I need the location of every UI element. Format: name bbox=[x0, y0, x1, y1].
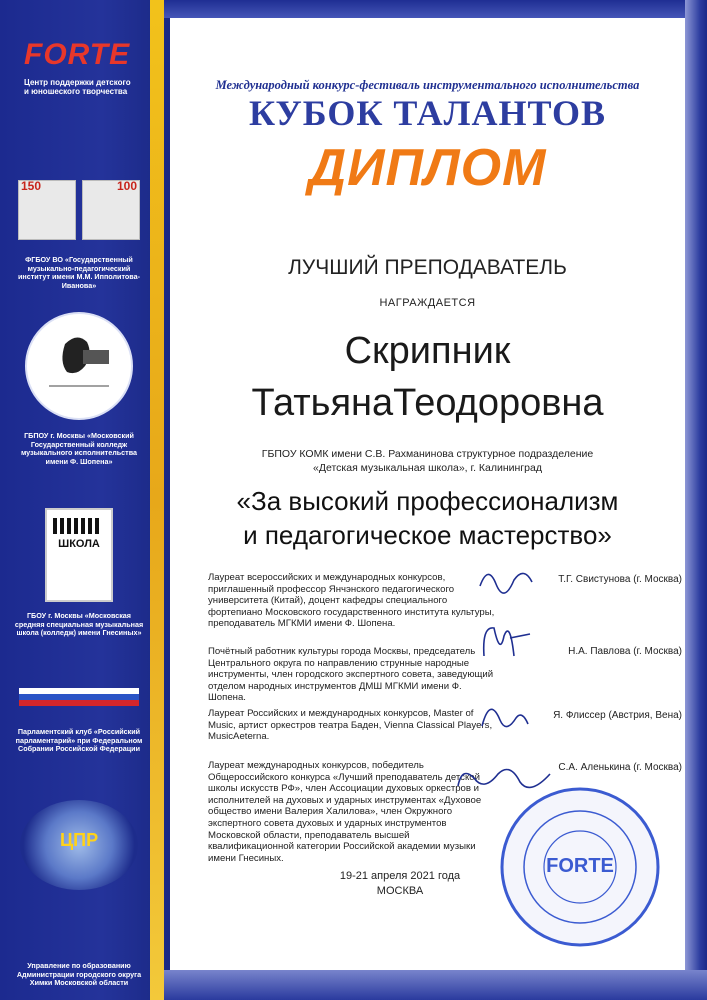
nomination-line-2: и педагогическое мастерство» bbox=[243, 520, 612, 550]
awarded-label: НАГРАЖДАЕТСЯ bbox=[379, 297, 476, 309]
diploma-heading: ДИПЛОМ bbox=[308, 139, 547, 197]
frame-top bbox=[164, 0, 707, 18]
frame-bottom bbox=[164, 970, 707, 1000]
jury-description: Лауреат Российских и международных конкурсов, Master of Music, артист оркестров театра Баден, Vienna Classical Players, MusicAeterna. bbox=[208, 708, 493, 743]
signature-icon bbox=[470, 616, 540, 666]
duma-caption: Парламентский клуб «Российский парламентарий» при Федеральном Собрании Российской Федерации bbox=[15, 727, 143, 754]
forte-caption: Центр поддержки детского и юношеского творчества bbox=[24, 78, 131, 96]
frame-right bbox=[685, 0, 707, 1000]
jury-name: С.А. Аленькина (г. Москва) bbox=[558, 762, 682, 773]
college-caption: ГБПОУ г. Москвы «Московский Государственный колледж музыкального исполнительства имени Ф. Шопена» bbox=[20, 431, 138, 466]
school-logo-word: ШКОЛА bbox=[58, 538, 100, 550]
jury-name: Н.А. Павлова (г. Москва) bbox=[568, 646, 682, 657]
recipient-first-names: ТатьянаТеодоровна bbox=[251, 382, 604, 424]
stamp-center-text: FORTE bbox=[546, 855, 614, 877]
gnesin-school-emblem bbox=[45, 508, 113, 602]
institution-line-1: ГБПОУ КОМК имени С.В. Рахманинова структурное подразделение bbox=[261, 448, 594, 460]
signature-icon bbox=[470, 690, 540, 740]
duma-logo bbox=[12, 688, 146, 754]
cpr-emblem-image bbox=[20, 800, 138, 890]
forte-stamp-icon bbox=[495, 782, 665, 952]
jury-name: Т.Г. Свистунова (г. Москва) bbox=[558, 574, 682, 585]
jury-name: Я. Флиссер (Австрия, Вена) bbox=[553, 710, 682, 721]
chopin-emblem-image bbox=[25, 312, 133, 420]
award-category: ЛУЧШИЙ ПРЕПОДАВАТЕЛЬ bbox=[288, 256, 567, 279]
cpr-logo-word: ЦПР bbox=[60, 830, 99, 850]
signature-icon bbox=[470, 556, 540, 606]
college-logo bbox=[12, 312, 146, 466]
jury-description: Лауреат международных конкурсов, победитель Общероссийского конкурса «Лучший преподаватель детской школы искусств РФ», член Ассоциации духовых оркестров и исполнителей на духовых и ударных инструментах «Духовое общество имени Валерия Халилова», член Окружного экспертного совета духовых и ударных инструментов Московской области, преподаватель высшей квалификационной категории Российской академии музыки имени Гнесиных. bbox=[208, 760, 482, 864]
anniversary-caption: ФГБОУ ВО «Государственный музыкально-педагогический институт имени М.М. Ипполитова-Иванова» bbox=[17, 255, 141, 290]
institute-emblem-image bbox=[82, 180, 140, 240]
jury-description: Почётный работник культуры города Москвы, председатель Центрального округа по направлению струнные народные инструменты, член городского экспертного совета, заведующий отделом народных инструментов ДМШ МГКМИ имени Ф. Шопена. bbox=[208, 646, 494, 704]
competition-title: КУБОК ТАЛАНТОВ bbox=[248, 93, 607, 133]
institution-line-2: «Детская музыкальная школа», г. Калининград bbox=[313, 462, 542, 474]
composer-portrait-image bbox=[18, 180, 76, 240]
russian-flag-icon bbox=[19, 688, 139, 706]
cpr-caption: Управление по образованию Администрации городского округа Химки Московской области bbox=[16, 961, 142, 988]
jury-description: Лауреат всероссийских и международных конкурсов, приглашенный профессор Янчэнского педагогического университета (Китай), доцент кафедры специального фортепиано Московского государственного института культуры, преподаватель МГКМИ имени Ф. Шопена. bbox=[208, 572, 495, 630]
festival-subtitle: Международный конкурс-фестиваль инструментального исполнительства bbox=[215, 78, 640, 92]
anniversary-left-number: 150 bbox=[21, 179, 42, 193]
event-date: 19-21 апреля 2021 года bbox=[339, 870, 461, 882]
forte-logo bbox=[24, 38, 158, 96]
cpr-logo bbox=[12, 800, 146, 988]
gold-stripe bbox=[150, 0, 164, 1000]
nomination-line-1: «За высокий профессионализм bbox=[236, 486, 619, 516]
anniversary-right-number: 100 bbox=[116, 179, 137, 193]
recipient-last-name: Скрипник bbox=[344, 330, 511, 372]
school-caption: ГБОУ г. Москвы «Московская средняя специальная музыкальная школа (колледж) имени Гнесиных» bbox=[14, 611, 144, 638]
forte-logo-word: FORTE bbox=[24, 38, 131, 71]
anniversary-logo bbox=[12, 180, 146, 290]
school-logo bbox=[12, 508, 146, 638]
event-city: МОСКВА bbox=[376, 885, 424, 897]
piano-keys-icon bbox=[53, 518, 101, 534]
